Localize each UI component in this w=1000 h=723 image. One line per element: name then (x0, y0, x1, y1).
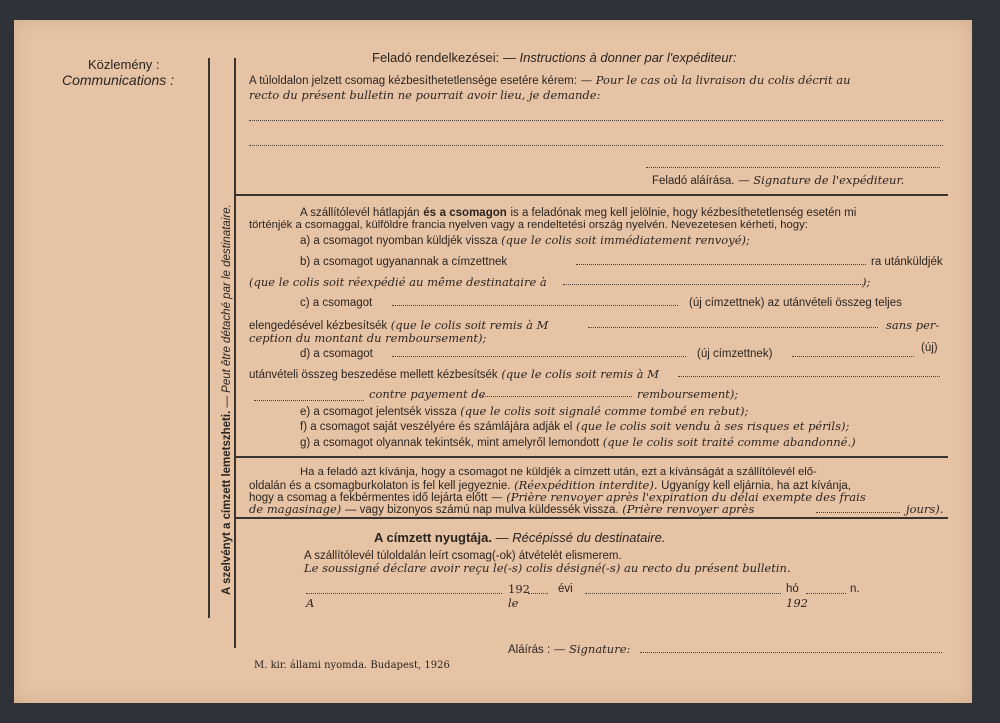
option-d-mid: (új címzettnek) (697, 348, 773, 360)
option-d-fill-1 (392, 356, 686, 357)
option-c: c) a csomagot (300, 297, 373, 309)
receipt-day-fill (806, 593, 846, 594)
receipt-n: n. (850, 583, 860, 595)
receipt-title-sep: — (495, 530, 509, 545)
notice-line2-end: Ugyanígy kell eljárnia, ha azt kívánja, (661, 480, 851, 492)
option-c2-hu: elengedésével kézbesítsék (249, 320, 388, 332)
option-g (300, 435, 856, 450)
left-border-line (208, 58, 210, 618)
receipt-year-2: 192 (786, 596, 808, 610)
option-e (300, 404, 748, 419)
sender-signature-fr: Signature de l'expéditeur. (753, 173, 905, 187)
instructions-line-2: recto du présent bulletin ne pourrait avoir lieu, je demande: (249, 88, 601, 102)
option-d-fill-2 (792, 356, 914, 357)
instructions-line1-hu: A túloldalon jelzett csomag kézbesíthetetlensége esetére kérem: (249, 75, 577, 87)
option-b-fill (576, 264, 866, 265)
instructions-title-sep: — (502, 50, 516, 65)
option-f-fr: (que le colis soit vendu à ses risques et périls); (575, 419, 850, 433)
instructions-fill-line-2 (249, 145, 943, 146)
option-c-mid: (új címzettnek) az utánvételi összeg teljes (689, 297, 902, 309)
option-b-fr: (que le colis soit réexpédié au même destinataire à (249, 275, 547, 289)
option-g-fr: (que le colis soit traité comme abandonné.) (602, 435, 856, 449)
instructions-line1-sep: — (580, 73, 593, 87)
option-d-end: (új) (921, 342, 938, 354)
option-d3-b: remboursement); (637, 387, 739, 401)
receipt-line-2: Le soussigné déclare avoir reçu le(-s) colis désigné(-s) au recto du présent bulletin. (304, 561, 791, 575)
notice-line2-hu: oldalán és a csomagburkolaton is fel kell jegyeznie. (249, 480, 511, 492)
notice-line2-fr: (Réexpédition interdite). (514, 478, 658, 492)
option-a-fr: (que le colis soit immédiatement renvoyé); (501, 233, 750, 247)
divider-notice (234, 517, 948, 519)
divider-instructions (234, 194, 948, 196)
instructions-line-1 (249, 73, 850, 88)
option-a (300, 233, 750, 248)
instructions-fill-line-1 (249, 120, 943, 121)
option-a-hu: a) a csomagot nyomban küldjék vissza (300, 235, 498, 247)
notice-line4-fr: de magasinage) (249, 502, 342, 516)
receipt-year-fill (528, 593, 548, 594)
options-intro-2: történjék a csomaggal, külföldre francia nyelven vagy a rendeltetési ország nyelvén. Nevezetesen kérheti, hogy: (249, 219, 808, 231)
divider-options (234, 456, 948, 458)
option-c3-fr: ception du montant du remboursement); (249, 331, 487, 345)
sender-signature-label (652, 173, 904, 188)
detach-note-hu: A szelvényt a címzett lemetszheti. (221, 410, 233, 595)
options-intro-d: is a feladónak meg kell jelölnie, hogy kézbesíthetetlenség esetén mi (510, 207, 857, 219)
options-intro-c: a csomagon (439, 207, 507, 219)
option-d3-fill (482, 396, 632, 397)
option-g-hu: g) a csomagot olyannak tekintsék, mint amelyről lemondott (300, 437, 600, 449)
option-b: b) a csomagot ugyanannak a címzettnek (300, 256, 508, 268)
communications-heading-fr: Communications : (62, 72, 175, 88)
notice-days-fill (816, 512, 900, 513)
notice-line4-end: jours). (906, 502, 944, 516)
option-b-fr-fill (563, 284, 863, 285)
communications-heading-hu: Közlemény : (88, 57, 160, 72)
notice-line3-fr: — (Prière renvoyer après l'expiration du délai exempte des frais (491, 490, 866, 504)
detach-note-sep: — (221, 396, 233, 408)
receipt-year-1: 192 (508, 582, 530, 596)
notice-line-4 (249, 502, 754, 517)
option-b-end: ra utánküldjék (871, 256, 943, 268)
option-d3-a: contre payement de (369, 387, 486, 401)
notice-line-1: Ha a feladó azt kívánja, hogy a csomagot ne küldjék a címzett után, ezt a kívánságát a szállítólevél elő- (300, 466, 817, 478)
sender-signature-hu: Feladó aláírása. (652, 175, 735, 187)
receipt-signature-sep: — (553, 642, 566, 656)
option-d3-fill-2 (254, 400, 364, 401)
options-intro-a: A szállítólevél hátlapján (300, 207, 420, 219)
printer-imprint: M. kir. állami nyomda. Budapest, 1926 (254, 660, 450, 671)
notice-line4-fr2: (Prière renvoyer après (622, 502, 755, 516)
receipt-evi: évi (558, 583, 573, 595)
option-d2-fill (678, 376, 940, 377)
option-b-fr-end: ); (862, 275, 871, 289)
option-d: d) a csomagot (300, 348, 373, 360)
receipt-title (374, 530, 665, 545)
instructions-title-fr: Instructions à donner par l'expéditeur: (519, 50, 737, 65)
option-d2-fr: (que le colis soit remis à M (501, 367, 659, 381)
notice-line4-hu: — vagy bizonyos számú nap mulva küldessék vissza. (344, 504, 619, 516)
option-f (300, 419, 849, 434)
instructions-title-hu: Feladó rendelkezései: (372, 50, 500, 65)
sender-signature-sep: — (738, 173, 750, 187)
detach-note-fr: Peut être détaché par le destinataire. (221, 204, 233, 393)
postal-form-card (14, 20, 972, 703)
option-d2-hu: utánvételi összeg beszedése mellett kézbesítsék (249, 369, 498, 381)
receipt-a-label: A (306, 596, 315, 610)
option-f-hu: f) a csomagot saját veszélyére és számlájára adják el (300, 421, 573, 433)
receipt-month-fill (585, 593, 781, 594)
instructions-line1-fr: Pour le cas où la livraison du colis décrit au (595, 73, 851, 87)
receipt-title-fr: Récépissé du destinataire. (512, 530, 666, 545)
detach-note-vertical (221, 204, 233, 595)
instructions-title (372, 50, 737, 65)
option-c2-end: sans per- (886, 318, 940, 332)
option-e-hu: e) a csomagot jelentsék vissza (300, 406, 457, 418)
instructions-signature-line (646, 167, 940, 168)
receipt-place-fill (306, 593, 502, 594)
receipt-le-label: le (508, 596, 519, 610)
receipt-signature-fill (640, 652, 942, 653)
option-c2-fr: (que le colis soit remis à M (390, 318, 549, 332)
receipt-signature-label (508, 642, 630, 657)
notice-line3-hu: hogy a csomag a fekbérmentes idő lejárta előtt (249, 492, 488, 504)
inner-border-line (234, 58, 236, 648)
option-d-line2 (249, 367, 659, 382)
option-c2-fill (588, 327, 878, 328)
options-intro-b: és (423, 207, 437, 219)
receipt-line-1: A szállítólevél túloldalán leírt csomag(-ok) átvételét elismerem. (304, 550, 622, 562)
option-e-fr: (que le colis soit signalé comme tombé en rebut); (460, 404, 749, 418)
receipt-title-hu: A címzett nyugtája. (374, 530, 492, 545)
receipt-signature-fr: Signature: (569, 642, 631, 656)
receipt-signature-hu: Aláírás : (508, 644, 551, 656)
option-c-fill (392, 305, 678, 306)
receipt-ho: hó (786, 583, 799, 595)
